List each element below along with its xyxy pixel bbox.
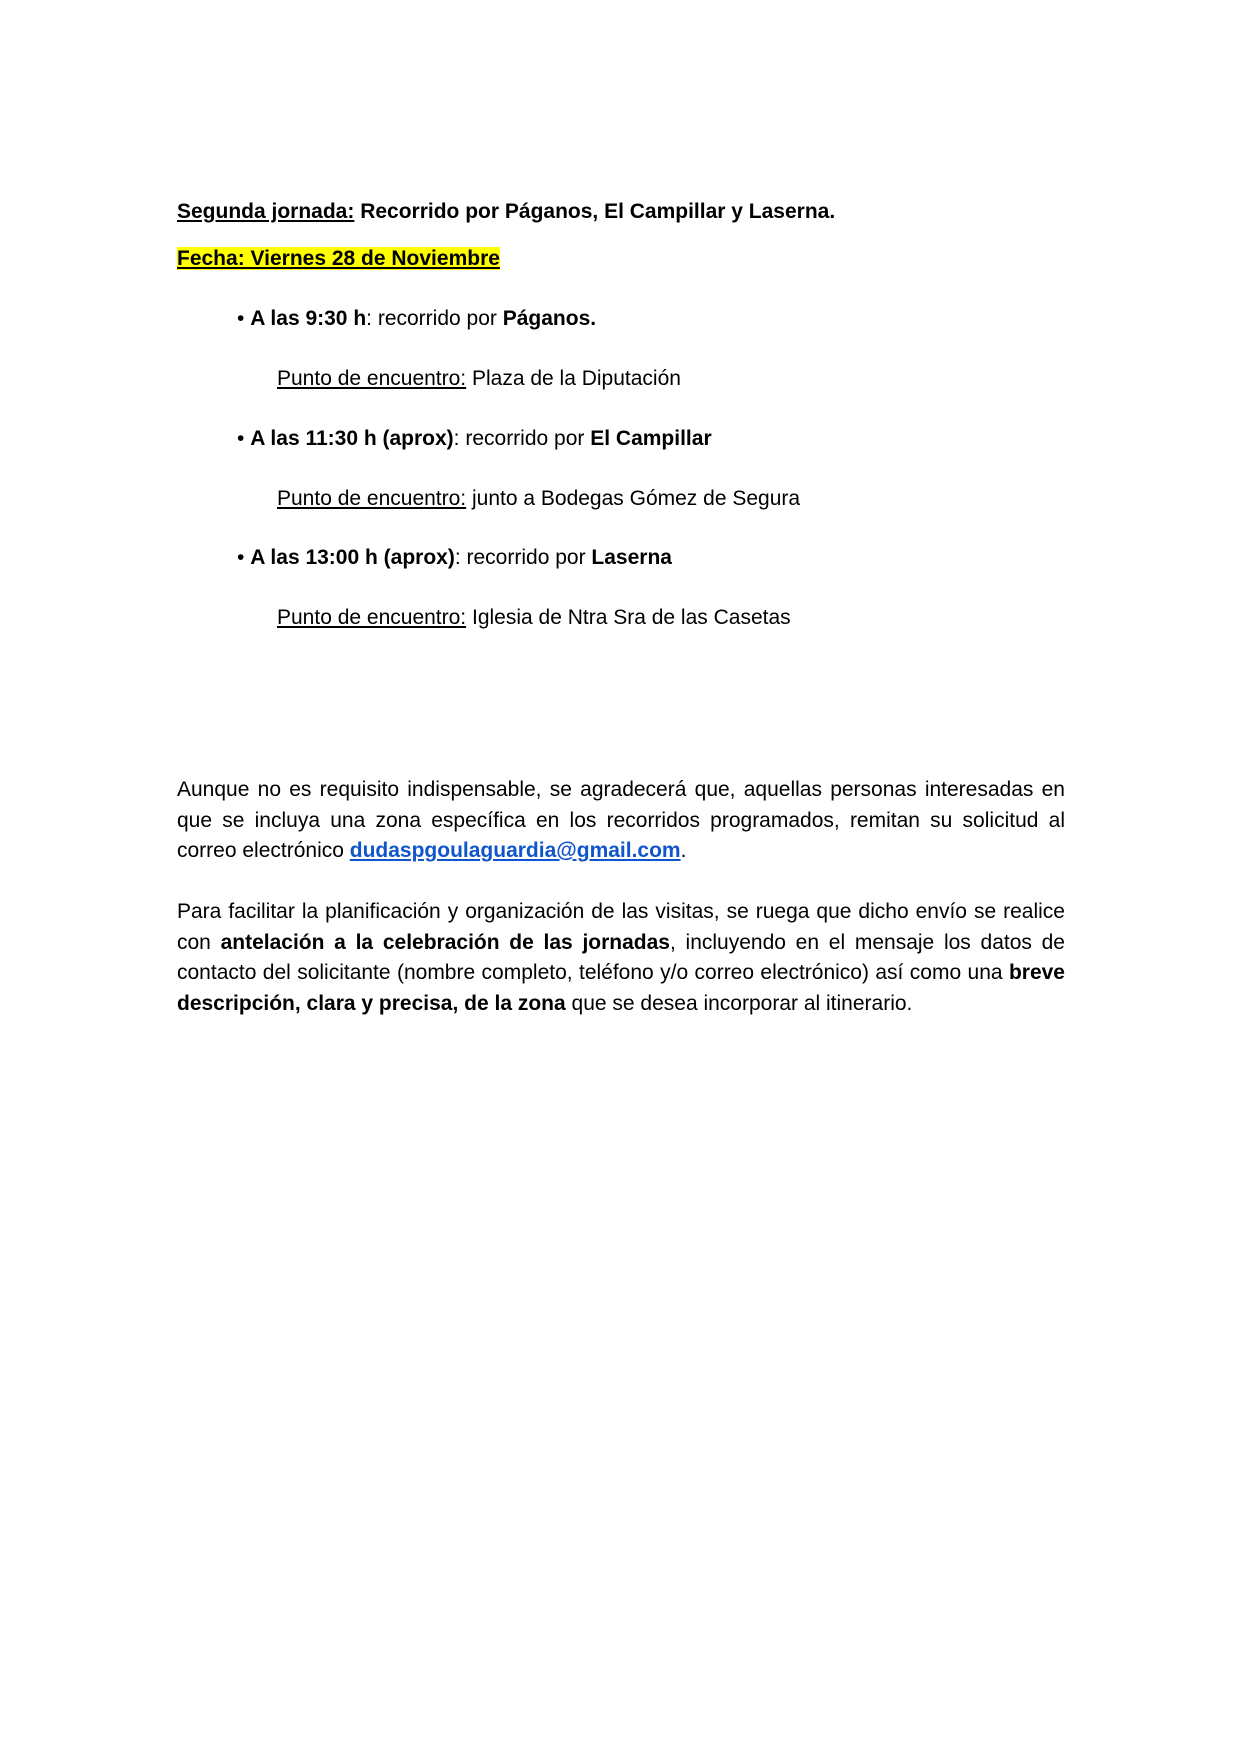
list-item xyxy=(237,424,712,454)
instructions-paragraph xyxy=(177,897,1065,1019)
item-place: Páganos. xyxy=(502,307,597,330)
paragraph-text: Aunque no es requisito indispensable, se agradecerá que, aquellas personas interesadas en que se incluya una zona específica en los recorridos programados, remitan su solicitud al correo electrónico xyxy=(177,778,1065,862)
info-paragraph xyxy=(177,775,1065,867)
meeting-point xyxy=(277,364,681,394)
item-text: : recorrido por xyxy=(453,427,591,450)
paragraph-end: . xyxy=(680,839,687,862)
item-time: A las 11:30 h (aprox) xyxy=(250,427,454,450)
list-item xyxy=(237,543,672,573)
page-heading xyxy=(177,197,835,227)
meeting-place: Plaza de la Diputación xyxy=(466,367,681,390)
meeting-label: Punto de encuentro: xyxy=(277,487,467,510)
heading-label: Segunda jornada: xyxy=(177,200,355,223)
paragraph-text: que se desea incorporar al itinerario. xyxy=(565,991,913,1015)
item-text: : recorrido por xyxy=(366,307,503,330)
paragraph-text: , incluyendo en el mensaje los datos de contacto del solicitante (nombre completo, teléfono y/o correo electrónico) así como una xyxy=(177,930,1065,984)
meeting-label: Punto de encuentro: xyxy=(277,367,467,390)
meeting-place: Iglesia de Ntra Sra de las Casetas xyxy=(466,606,791,629)
date-line xyxy=(177,244,500,274)
paragraph-text: Para facilitar la planificación y organización de las visitas, se ruega que dicho envío se realice con xyxy=(177,900,1065,954)
item-text: : recorrido por xyxy=(454,546,592,569)
meeting-place: junto a Bodegas Gómez de Segura xyxy=(466,487,801,510)
paragraph-bold: antelación a la celebración de las jornadas xyxy=(220,930,670,954)
item-time: A las 13:00 h (aprox) xyxy=(250,546,455,569)
item-place: El Campillar xyxy=(590,427,712,450)
list-item xyxy=(237,304,596,334)
item-time: A las 9:30 h xyxy=(250,307,367,330)
bullet-icon: • xyxy=(237,546,245,569)
heading-text: Recorrido por Páganos, El Campillar y Laserna. xyxy=(354,200,836,223)
paragraph-bold: breve descripción, clara y precisa, de la zona xyxy=(177,961,1065,1015)
meeting-point xyxy=(277,603,791,633)
email-link[interactable]: dudaspgoulaguardia@gmail.com xyxy=(349,839,681,862)
item-place: Laserna xyxy=(591,546,672,569)
bullet-icon: • xyxy=(237,427,245,450)
meeting-point xyxy=(277,484,800,514)
bullet-icon: • xyxy=(237,307,245,330)
date-highlight: Fecha: Viernes 28 de Noviembre xyxy=(177,247,500,270)
meeting-label: Punto de encuentro: xyxy=(277,606,467,629)
